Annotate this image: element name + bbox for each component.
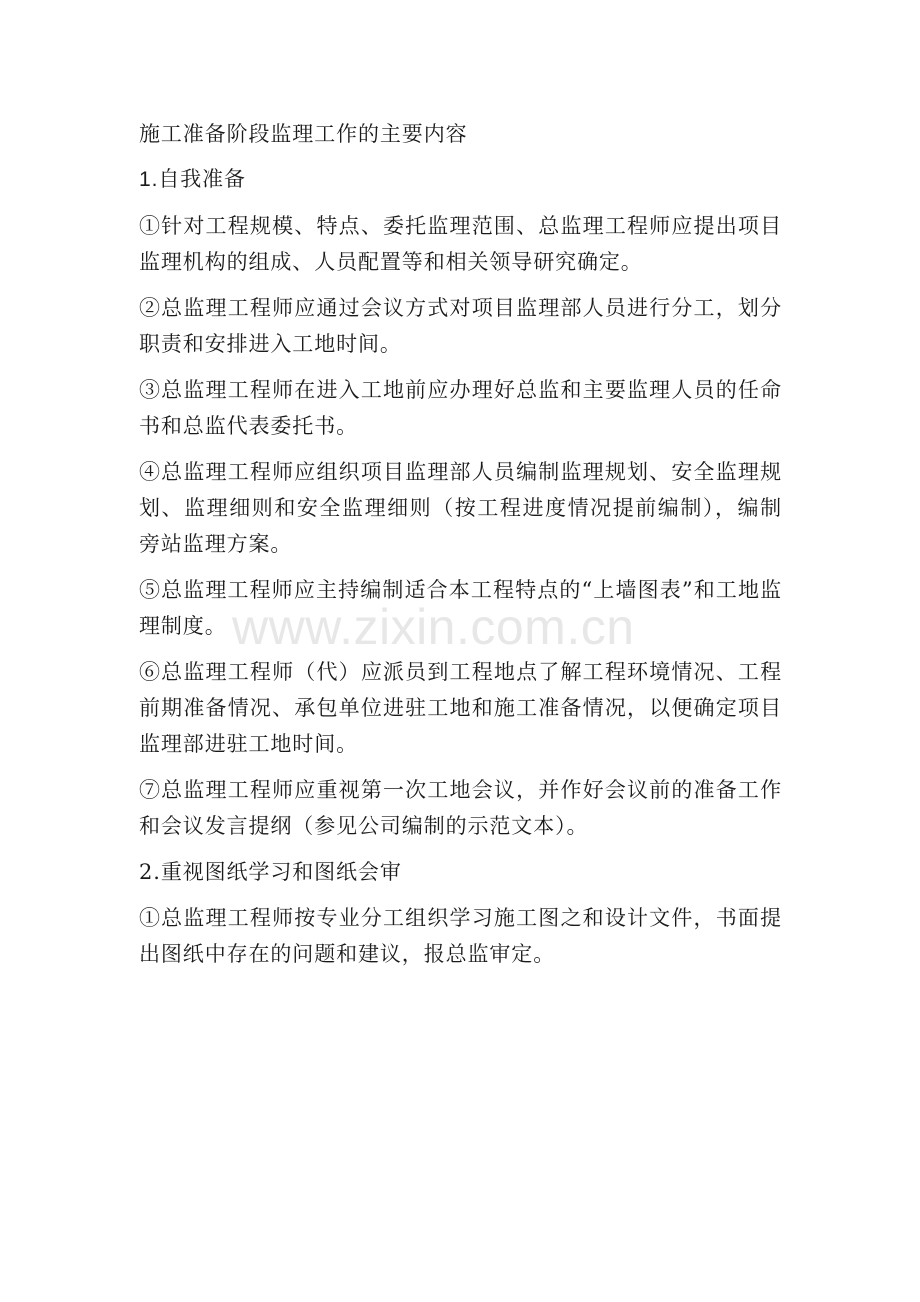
document-body xyxy=(139,116,782,982)
section-2-item-1: ①总监理工程师按专业分工组织学习施工图之和设计文件，书面提出图纸中存在的问题和建议，报总监审定。 xyxy=(139,906,782,966)
section-1-item-1: ①针对工程规模、特点、委托监理范围、总监理工程师应提出项目监理机构的组成、人员配置等和相关领导研究确定。 xyxy=(139,214,782,274)
section-1-item-4: ④总监理工程师应组织项目监理部人员编制监理规划、安全监理规划、监理细则和安全监理细则（按工程进度情况提前编制），编制旁站监理方案。 xyxy=(139,460,782,556)
section-1-item-2: ②总监理工程师应通过会议方式对项目监理部人员进行分工，划分职责和安排进入工地时间。 xyxy=(139,296,782,356)
section-1-item-3: ③总监理工程师在进入工地前应办理好总监和主要监理人员的任命书和总监代表委托书。 xyxy=(139,378,782,438)
section-1-item-5: ⑤总监理工程师应主持编制适合本工程特点的“上墙图表”和工地监理制度。 xyxy=(139,578,782,638)
section-1-item-7: ⑦总监理工程师应重视第一次工地会议，并作好会议前的准备工作和会议发言提纲（参见公司编制的示范文本）。 xyxy=(139,778,782,838)
section-1-heading: 1.自我准备 xyxy=(139,168,246,191)
section-2-heading: 2.重视图纸学习和图纸会审 xyxy=(139,860,402,884)
document-title: 施工准备阶段监理工作的主要内容 xyxy=(139,122,468,146)
watermark: www.zixin.com.cn xyxy=(232,599,635,655)
section-1-item-6: ⑥总监理工程师（代）应派员到工程地点了解工程环境情况、工程前期准备情况、承包单位进驻工地和施工准备情况，以便确定项目监理部进驻工地时间。 xyxy=(139,660,782,756)
